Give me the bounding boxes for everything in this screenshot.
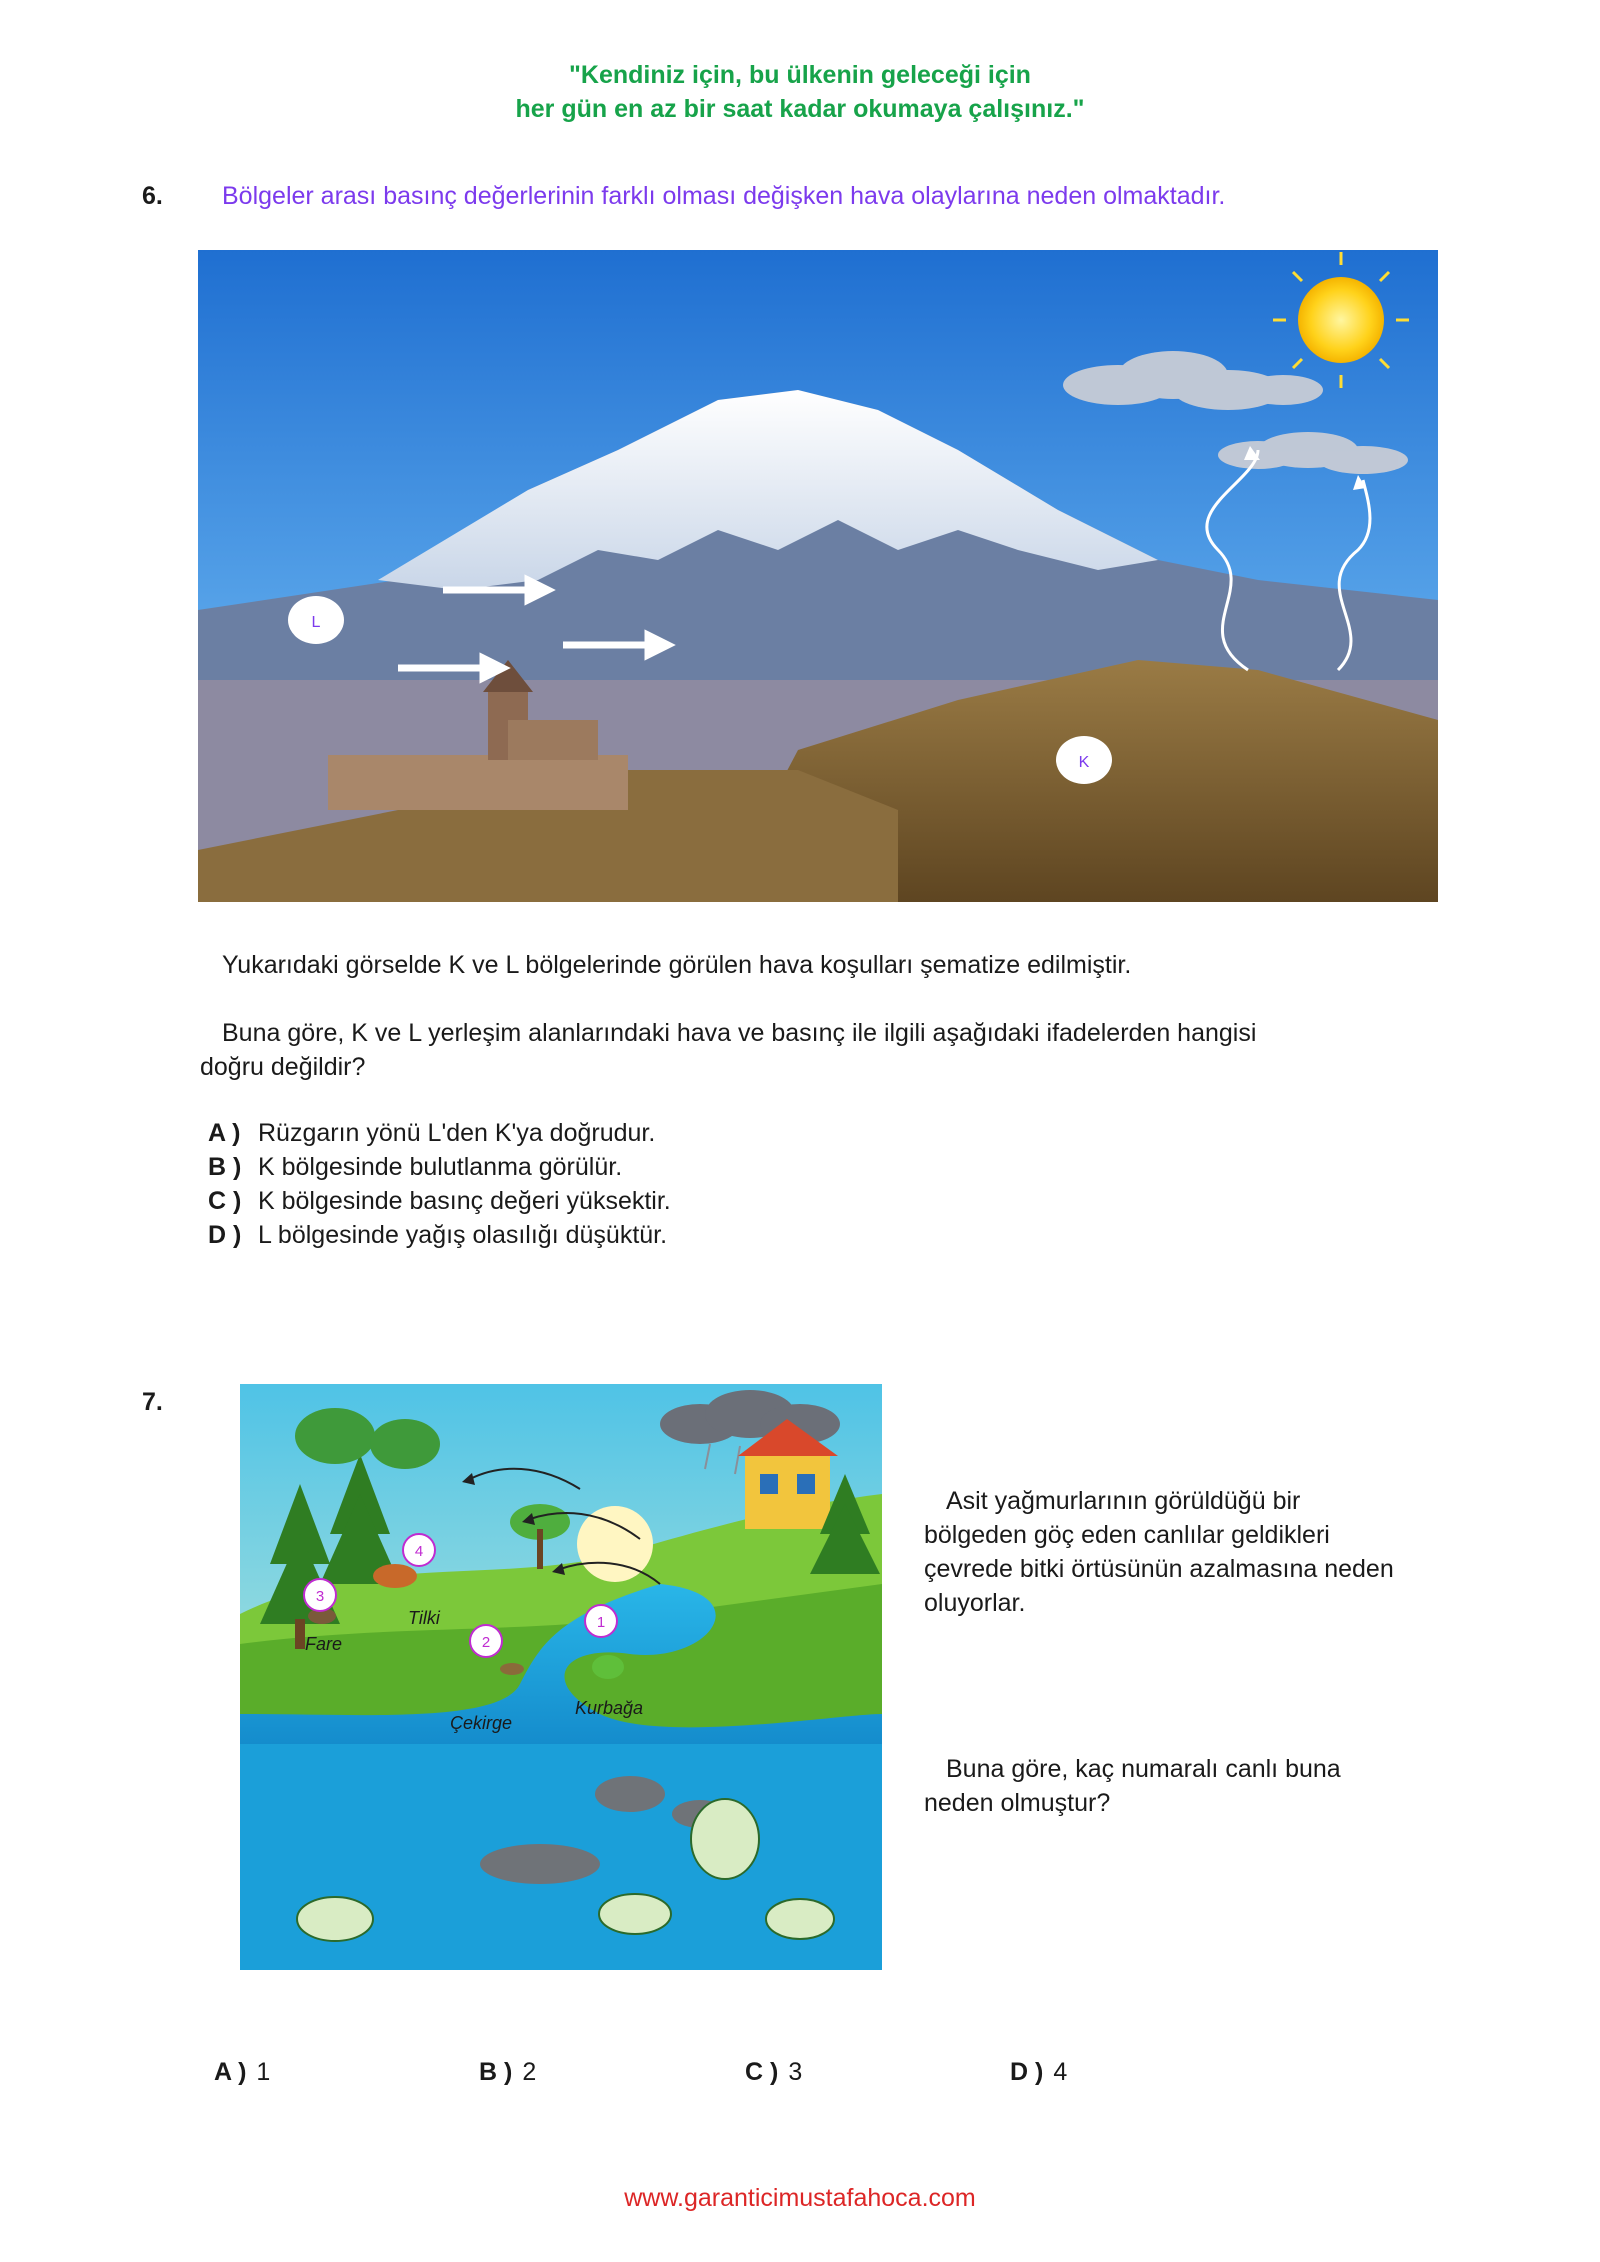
label-K: K [1078,754,1090,771]
q7-option-a[interactable] [214,2058,270,2087]
label-cekirge: Çekirge [450,1713,513,1733]
marker-2: 2 [481,1634,491,1651]
marker-3: 3 [315,1588,325,1605]
label-kurbaga: Kurbağa [575,1698,644,1718]
q7-text-1-line-1: Asit yağmurlarının görüldüğü bir [946,1487,1301,1515]
question-6-stem: Bölgeler arası basınç değerlerinin farklı olması değişken hava olaylarına neden olmaktadır. [222,182,1226,210]
motto-line-2: her gün en az bir saat kadar okumaya çalışınız." [515,95,1085,123]
marker-4: 4 [414,1543,424,1560]
q6-paragraph-2-line-2: doğru değildir? [200,1053,366,1081]
option-letter: B ) [208,1153,242,1181]
q7-text-1-line-4: oluyorlar. [924,1589,1026,1617]
option-text: L bölgesinde yağış olasılığı düşüktür. [258,1221,668,1249]
ecosystem-image [240,1384,882,1970]
option-letter: A ) [208,1119,241,1147]
q6-paragraph-1: Yukarıdaki görselde K ve L bölgelerinde görülen hava koşulları şematize edilmiştir. [222,951,1132,979]
question-6-number: 6. [142,182,163,210]
q6-paragraph-2-line-1: Buna göre, K ve L yerleşim alanlarındaki hava ve basınç ile ilgili aşağıdaki ifadelerden hangisi [222,1019,1257,1047]
q7-text-2-line-1: Buna göre, kaç numaralı canlı buna [946,1755,1341,1783]
option-text: 2 [522,2058,537,2086]
marker-1: 1 [596,1614,606,1631]
q6-option-d[interactable] [208,1218,667,1252]
q7-text-1 [924,1484,1444,1620]
q7-text-2 [924,1752,1444,1820]
label-L: L [311,614,321,631]
mountain-pressure-image [198,250,1438,902]
option-text: K bölgesinde basınç değeri yüksektir. [258,1187,671,1215]
q7-text-2-line-2: neden olmuştur? [924,1789,1111,1817]
question-7-number: 7. [142,1388,163,1416]
frog-shape [592,1655,624,1679]
q7-text-1-line-3: çevrede bitki örtüsünün azalmasına neden [924,1555,1394,1583]
option-text: 4 [1053,2058,1068,2086]
label-fare: Fare [305,1634,343,1654]
option-text: 1 [256,2058,271,2086]
label-tilki: Tilki [408,1608,440,1628]
option-letter: D ) [1010,2058,1044,2086]
q7-text-1-line-2: bölgeden göç eden canlılar geldikleri [924,1521,1330,1549]
q7-option-b[interactable] [479,2058,536,2087]
fox-shape [373,1564,417,1588]
ecosystem-illustration [240,1384,882,1970]
q6-option-b[interactable] [208,1150,622,1184]
mountain-illustration [198,250,1438,902]
option-text: Rüzgarın yönü L'den K'ya doğrudur. [258,1119,656,1147]
option-text: 3 [788,2058,803,2086]
footer-url[interactable]: www.garanticimustafahoca.com [624,2184,976,2212]
option-text: K bölgesinde bulutlanma görülür. [258,1153,623,1181]
option-letter: C ) [745,2058,779,2086]
q7-option-d[interactable] [1010,2058,1067,2087]
option-letter: A ) [214,2058,247,2086]
option-letter: B ) [479,2058,513,2086]
option-letter: C ) [208,1187,242,1215]
motto-line-1: "Kendiniz için, bu ülkenin geleceği için [569,61,1031,89]
q7-option-c[interactable] [745,2058,802,2087]
q6-option-c[interactable] [208,1184,671,1218]
grasshopper-shape [500,1663,524,1675]
option-letter: D ) [208,1221,242,1249]
q6-option-a[interactable] [208,1116,655,1150]
